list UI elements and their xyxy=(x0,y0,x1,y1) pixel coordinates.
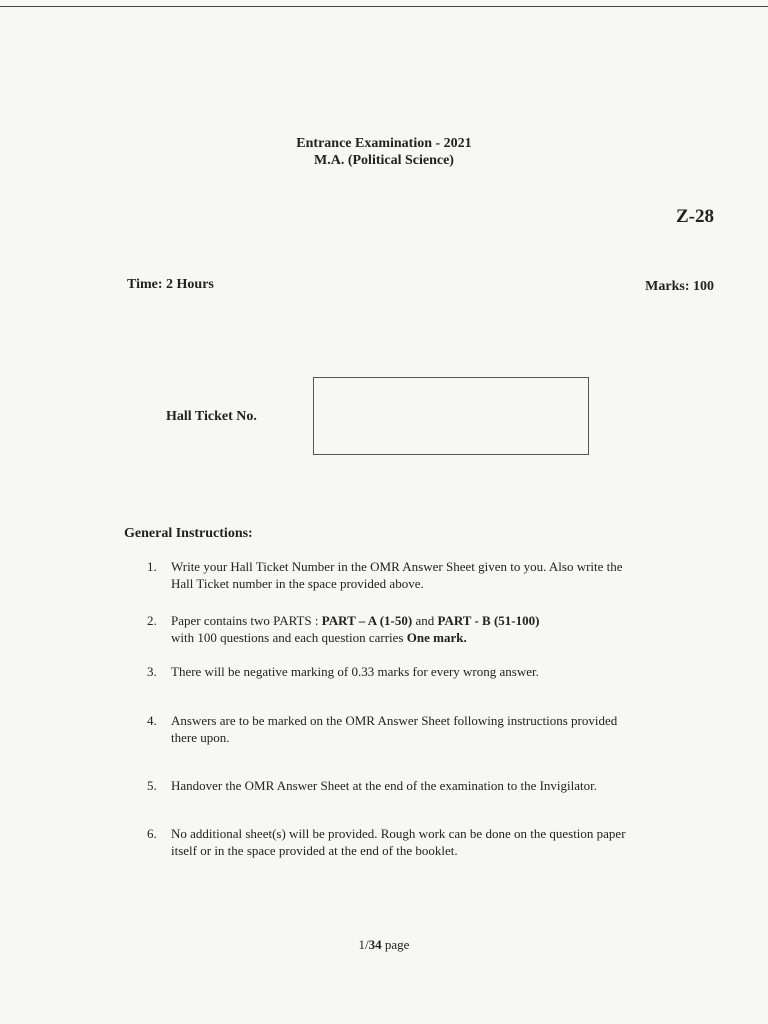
instruction-number: 1. xyxy=(147,559,157,574)
hall-ticket-label: Hall Ticket No. xyxy=(166,409,257,424)
instruction-text: Hall Ticket number in the space provided above. xyxy=(171,576,424,591)
page-current: 1/ xyxy=(358,937,369,952)
instruction-text: Write your Hall Ticket Number in the OMR Answer Sheet given to you. Also write the xyxy=(171,559,623,574)
one-mark-label: One mark. xyxy=(406,630,467,645)
page-suffix: page xyxy=(381,937,410,952)
course-title: M.A. (Political Science) xyxy=(314,153,454,168)
instruction-text: Answers are to be marked on the OMR Answer Sheet following instructions provided xyxy=(171,713,618,728)
page-total: 34 xyxy=(368,937,382,952)
instructions-heading: General Instructions: xyxy=(124,526,253,541)
page-number xyxy=(0,937,768,953)
instruction-text: There will be negative marking of 0.33 marks for every wrong answer. xyxy=(171,664,539,679)
instruction-text: No additional sheet(s) will be provided. Rough work can be done on the question paper xyxy=(171,826,626,841)
instruction-text: Paper contains two PARTS : xyxy=(171,613,319,628)
instruction-text: there upon. xyxy=(171,730,230,745)
instruction-text: itself or in the space provided at the end of the booklet. xyxy=(171,843,458,858)
instruction-number: 5. xyxy=(147,778,157,793)
exam-title: Entrance Examination - 2021 xyxy=(296,136,472,151)
instruction-text: with 100 questions and each question carries xyxy=(171,630,404,645)
part-a-label: PART – A (1-50) xyxy=(321,613,413,628)
instruction-number: 4. xyxy=(147,713,157,728)
paper-code: Z-28 xyxy=(676,206,714,227)
hall-ticket-box[interactable] xyxy=(313,377,589,455)
top-rule xyxy=(0,6,768,7)
time-label: Time: 2 Hours xyxy=(127,277,214,292)
instruction-number: 6. xyxy=(147,826,157,841)
instruction-text: and xyxy=(415,613,435,628)
instruction-text: Handover the OMR Answer Sheet at the end of the examination to the Invigilator. xyxy=(171,778,598,793)
marks-label: Marks: 100 xyxy=(645,279,714,294)
part-b-label: PART - B (51-100) xyxy=(437,613,540,628)
instruction-number: 2. xyxy=(147,613,157,628)
instruction-number: 3. xyxy=(147,664,157,679)
